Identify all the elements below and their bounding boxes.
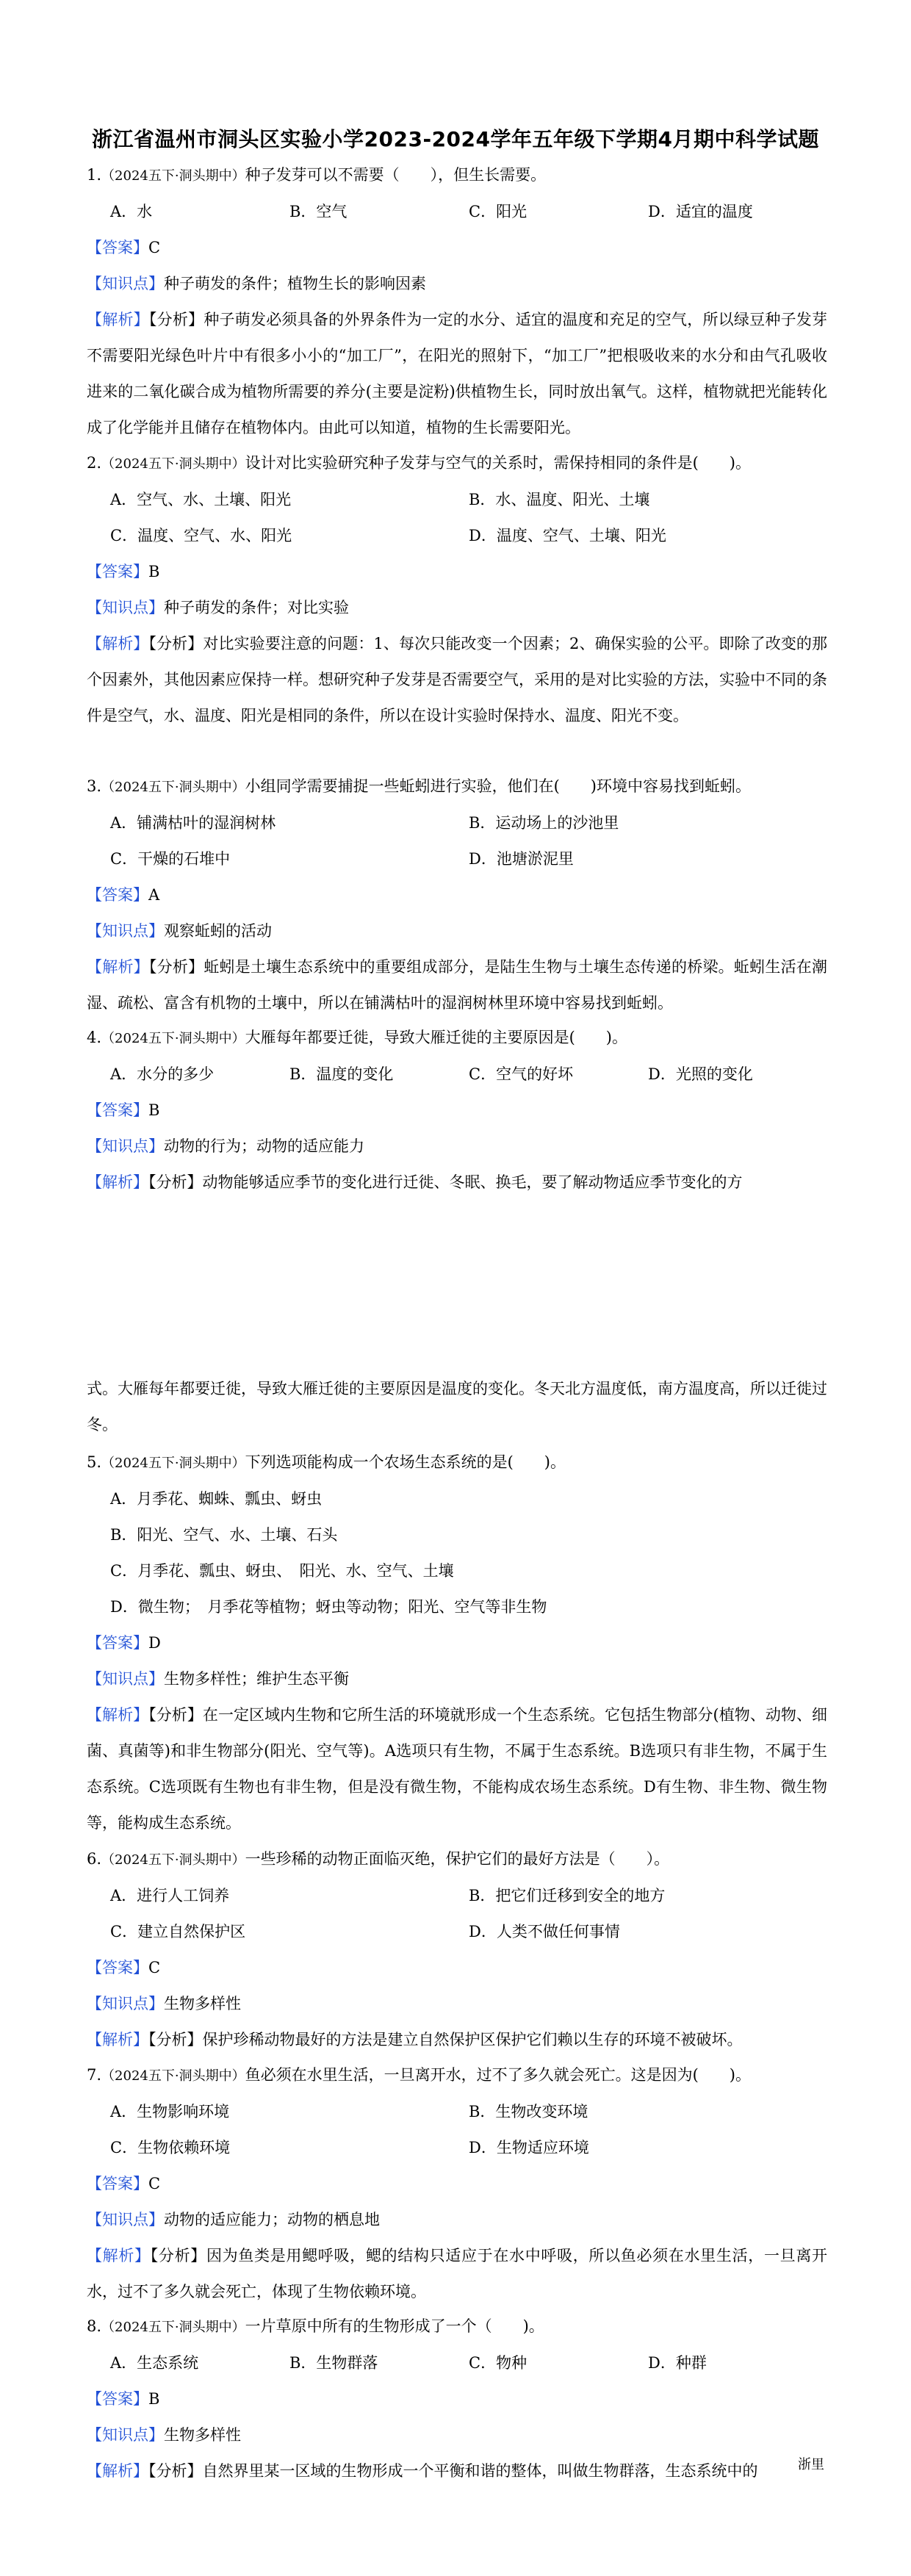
question-8: 8.（2024五下·洞头期中）一片草原中所有的生物形成了一个（ )。 A．生态系统 B．生物群落 C．物种 D．种群 【答案】B 【知识点】生物多样性 【解析】【分析】自然界里某一区域的生物形成一个平衡和谐的整体，叫做生物群落，生态系统中的 [87, 2309, 827, 2489]
knowledge-8: 【知识点】生物多样性 [87, 2426, 241, 2444]
option-b: B．运动场上的沙池里 [469, 814, 619, 832]
option-b: B．生物群落 [289, 2354, 378, 2372]
option-d: D．光照的变化 [648, 1065, 753, 1083]
option-c: C．物种 [469, 2354, 527, 2372]
answer-5: 【答案】D [87, 1634, 161, 1652]
option-b: B．阳光、空气、水、土壤、石头 [110, 1526, 338, 1544]
option-d: D．微生物； 月季花等植物；蚜虫等动物；阳光、空气等非生物 [110, 1598, 547, 1616]
knowledge-3: 【知识点】观察蚯蚓的活动 [87, 922, 272, 940]
option-a: A．水分的多少 [110, 1065, 215, 1083]
option-d: D．种群 [648, 2354, 707, 2372]
option-c: C．阳光 [469, 203, 527, 220]
analysis-3: 【解析】【分析】蚯蚓是土壤生态系统中的重要组成部分，是陆生生物与土壤生态传递的桥梁。蚯蚓生活在潮湿、疏松、富含有机物的土壤中，所以在铺满枯叶的湿润树林里环境中容易找到蚯蚓。 [87, 958, 828, 1012]
knowledge-4: 【知识点】动物的行为；动物的适应能力 [87, 1137, 364, 1155]
options-2-row-1 [87, 482, 827, 518]
answer-4: 【答案】B [87, 1101, 160, 1119]
question-5: 5.（2024五下·洞头期中）下列选项能构成一个农场生态系统的是( )。 A．月季花、蜘蛛、瓢虫、蚜虫 B．阳光、空气、水、土壤、石头 C．月季花、瓢虫、蚜虫、 阳光、水、空气、土壤 D．微生物； 月季花等植物；蚜虫等动物；阳光、空气等非生物 【答案】D 【知识点】生物多样性；维护生态平衡 【解析】【分析】在一定区域内生物和它所生活的环境就形成一个生态系统。它包括生物部分(植物、动物、细菌、真菌等)和非生物部分(阳光、空气等)。A选项只有生物，不属于生态系统。B选项只有非生物，不属于生态系统。C选项既有生物也有非生物，但是没有微生物，不能构成农场生态系统。D有生物、非生物、微生物等，能构成生态系统。 [87, 1444, 827, 1841]
option-c: C．生物依赖环境 [110, 2139, 231, 2156]
knowledge-7: 【知识点】动物的适应能力；动物的栖息地 [87, 2211, 380, 2228]
option-b: B．温度的变化 [289, 1065, 394, 1083]
question-3: 3.（2024五下·洞头期中）小组同学需要捕捉一些蚯蚓进行实验，他们在( )环境中容易找到蚯蚓。 A．铺满枯叶的湿润树林 B．运动场上的沙池里 C．干燥的石堆中 D．池塘淤泥里 【答案】A 【知识点】观察蚯蚓的活动 【解析】【分析】蚯蚓是土壤生态系统中的重要组成部分，是陆生生物与土壤生态传递的桥梁。蚯蚓生活在潮湿、疏松、富含有机物的土壤中，所以在铺满枯叶的湿润树林里环境中容易找到蚯蚓。 [87, 769, 827, 1021]
answer-3: 【答案】A [87, 886, 160, 904]
analysis-5: 【解析】【分析】在一定区域内生物和它所生活的环境就形成一个生态系统。它包括生物部分(植物、动物、细菌、真菌等)和非生物部分(阳光、空气等)。A选项只有生物，不属于生态系统。B选项只有非生物，不属于生态系统。C选项既有生物也有非生物，但是没有微生物，不能构成农场生态系统。D有生物、非生物、微生物等，能构成生态系统。 [87, 1706, 828, 1832]
options-3-row-2 [87, 841, 827, 877]
option-d: D．适宜的温度 [648, 203, 753, 220]
analysis-2: 【解析】【分析】对比实验要注意的问题：1、每次只能改变一个因素；2、确保实验的公平。即除了改变的那个因素外，其他因素应保持一样。想研究种子发芽是否需要空气，采用的是对比实验的方法，实验中不同的条件是空气，水、温度、阳光是相同的条件，所以在设计实验时保持水、温度、阳光不变。 [87, 635, 828, 724]
option-c: C．建立自然保护区 [110, 1923, 246, 1940]
option-d: D．池塘淤泥里 [469, 850, 574, 868]
page-title: 浙江省温州市洞头区实验小学2023-2024学年五年级下学期4月期中科学试题 [92, 127, 819, 151]
option-d: D．人类不做任何事情 [469, 1923, 620, 1940]
option-d: D．生物适应环境 [469, 2139, 589, 2156]
option-a: A．水 [110, 203, 153, 220]
answer-6: 【答案】C [87, 1959, 161, 1976]
options-7-row-2 [87, 2130, 827, 2166]
option-b: B．把它们迁移到安全的地方 [469, 1887, 666, 1904]
option-a: A．生态系统 [110, 2354, 199, 2372]
options-8 [87, 2345, 827, 2381]
option-a: A．铺满枯叶的湿润树林 [110, 814, 276, 832]
options-6-row-2 [87, 1914, 827, 1950]
answer-1: 【答案】C [87, 239, 161, 256]
option-a: A．月季花、蜘蛛、瓢虫、蚜虫 [110, 1490, 323, 1508]
analysis-4-start: 【解析】【分析】动物能够适应季节的变化进行迁徙、冬眠、换毛，要了解动物适应季节变化的方 [87, 1173, 743, 1191]
analysis-6: 【解析】【分析】保护珍稀动物最好的方法是建立自然保护区保护它们赖以生存的环境不被破坏。 [87, 2031, 743, 2048]
question-7: 7.（2024五下·洞头期中）鱼必须在水里生活，一旦离开水，过不了多久就会死亡。这是因为( )。 A．生物影响环境 B．生物改变环境 C．生物依赖环境 D．生物适应环境 【答案】C 【知识点】动物的适应能力；动物的栖息地 【解析】【分析】因为鱼类是用鳃呼吸，鳃的结构只适应于在水中呼吸，所以鱼必须在水里生活，一旦离开水，过不了多久就会死亡，体现了生物依赖环境。 [87, 2057, 827, 2310]
option-a: A．进行人工饲养 [110, 1887, 230, 1904]
knowledge-1: 【知识点】种子萌发的条件；植物生长的影响因素 [87, 275, 426, 292]
options-3-row-1 [87, 805, 827, 841]
analysis-1: 【解析】【分析】种子萌发必须具备的外界条件为一定的水分、适宜的温度和充足的空气，所以绿豆种子发芽不需要阳光绿色叶片中有很多小小的“加工厂”，在阳光的照射下，“加工厂”把根吸收来的水分和由气孔吸收进来的二氧化碳合成为植物所需要的养分(主要是淀粉)供植物生长，同时放出氧气。这样，植物就把光能转化成了化学能并且储存在植物体内。由此可以知道，植物的生长需要阳光。 [87, 311, 828, 436]
options-7-row-1 [87, 2094, 827, 2130]
option-c: C．空气的好坏 [469, 1065, 574, 1083]
option-c: C．温度、空气、水、阳光 [110, 527, 292, 544]
page-footer: 浙里 [798, 2457, 824, 2472]
knowledge-5: 【知识点】生物多样性；维护生态平衡 [87, 1670, 349, 1688]
option-a: A．生物影响环境 [110, 2103, 230, 2120]
question-4: 4.（2024五下·洞头期中）大雁每年都要迁徙，导致大雁迁徙的主要原因是( )。 A．水分的多少 B．温度的变化 C．空气的好坏 D．光照的变化 【答案】B 【知识点】动物的行为；动物的适应能力 【解析】【分析】动物能够适应季节的变化进行迁徙、冬眠、换毛，要了解动物适应季节变化的方 [87, 1020, 827, 1201]
options-6-row-1 [87, 1878, 827, 1914]
answer-2: 【答案】B [87, 563, 160, 580]
options-4 [87, 1057, 827, 1093]
answer-7: 【答案】C [87, 2175, 161, 2192]
option-b: B．水、温度、阳光、土壤 [469, 491, 650, 508]
knowledge-2: 【知识点】种子萌发的条件；对比实验 [87, 599, 349, 616]
analysis-4-continued: 式。大雁每年都要迁徙，导致大雁迁徙的主要原因是温度的变化。冬天北方温度低，南方温度高，所以迁徙过冬。 [87, 1380, 827, 1433]
question-6: 6.（2024五下·洞头期中）一些珍稀的动物正面临灭绝，保护它们的最好方法是（ ）。 A．进行人工饲养 B．把它们迁移到安全的地方 C．建立自然保护区 D．人类不做任何事情 【答案】C 【知识点】生物多样性 【解析】【分析】保护珍稀动物最好的方法是建立自然保护区保护它们赖以生存的环境不被破坏。 [87, 1841, 827, 2058]
question-1: 1.（2024五下·洞头期中）种子发芽可以不需要（ ），但生长需要。 A．水 B．空气 C．阳光 D．适宜的温度 【答案】C 【知识点】种子萌发的条件；植物生长的影响因素 【解析】【分析】种子萌发必须具备的外界条件为一定的水分、适宜的温度和充足的空气，所以绿豆种子发芽不需要阳光绿色叶片中有很多小小的“加工厂”，在阳光的照射下，“加工厂”把根吸收来的水分和由气孔吸收进来的二氧化碳合成为植物所需要的养分(主要是淀粉)供植物生长，同时放出氧气。这样，植物就把光能转化成了化学能并且储存在植物体内。由此可以知道，植物的生长需要阳光。 [87, 157, 827, 446]
option-d: D．温度、空气、土壤、阳光 [469, 527, 666, 544]
option-c: C．月季花、瓢虫、蚜虫、 阳光、水、空气、土壤 [110, 1562, 454, 1580]
option-c: C．干燥的石堆中 [110, 850, 231, 868]
analysis-7: 【解析】【分析】因为鱼类是用鳃呼吸，鳃的结构只适应于在水中呼吸，所以鱼必须在水里生活，一旦离开水，过不了多久就会死亡，体现了生物依赖环境。 [87, 2247, 828, 2300]
answer-8: 【答案】B [87, 2390, 160, 2408]
question-2: 2.（2024五下·洞头期中）设计对比实验研究种子发芽与空气的关系时，需保持相同的条件是( )。 A．空气、水、土壤、阳光 B．水、温度、阳光、土壤 C．温度、空气、水、阳光 D．温度、空气、土壤、阳光 【答案】B 【知识点】种子萌发的条件；对比实验 【解析】【分析】对比实验要注意的问题：1、每次只能改变一个因素；2、确保实验的公平。即除了改变的那个因素外，其他因素应保持一样。想研究种子发芽是否需要空气，采用的是对比实验的方法，实验中不同的条件是空气，水、温度、阳光是相同的条件，所以在设计实验时保持水、温度、阳光不变。 [87, 445, 827, 734]
option-a: A．空气、水、土壤、阳光 [110, 491, 292, 508]
option-b: B．生物改变环境 [469, 2103, 588, 2120]
option-b: B．空气 [289, 203, 348, 220]
analysis-8: 【解析】【分析】自然界里某一区域的生物形成一个平衡和谐的整体，叫做生物群落，生态系统中的 [87, 2462, 758, 2480]
options-1 [87, 194, 827, 230]
knowledge-6: 【知识点】生物多样性 [87, 1995, 241, 2012]
options-2-row-2 [87, 518, 827, 554]
